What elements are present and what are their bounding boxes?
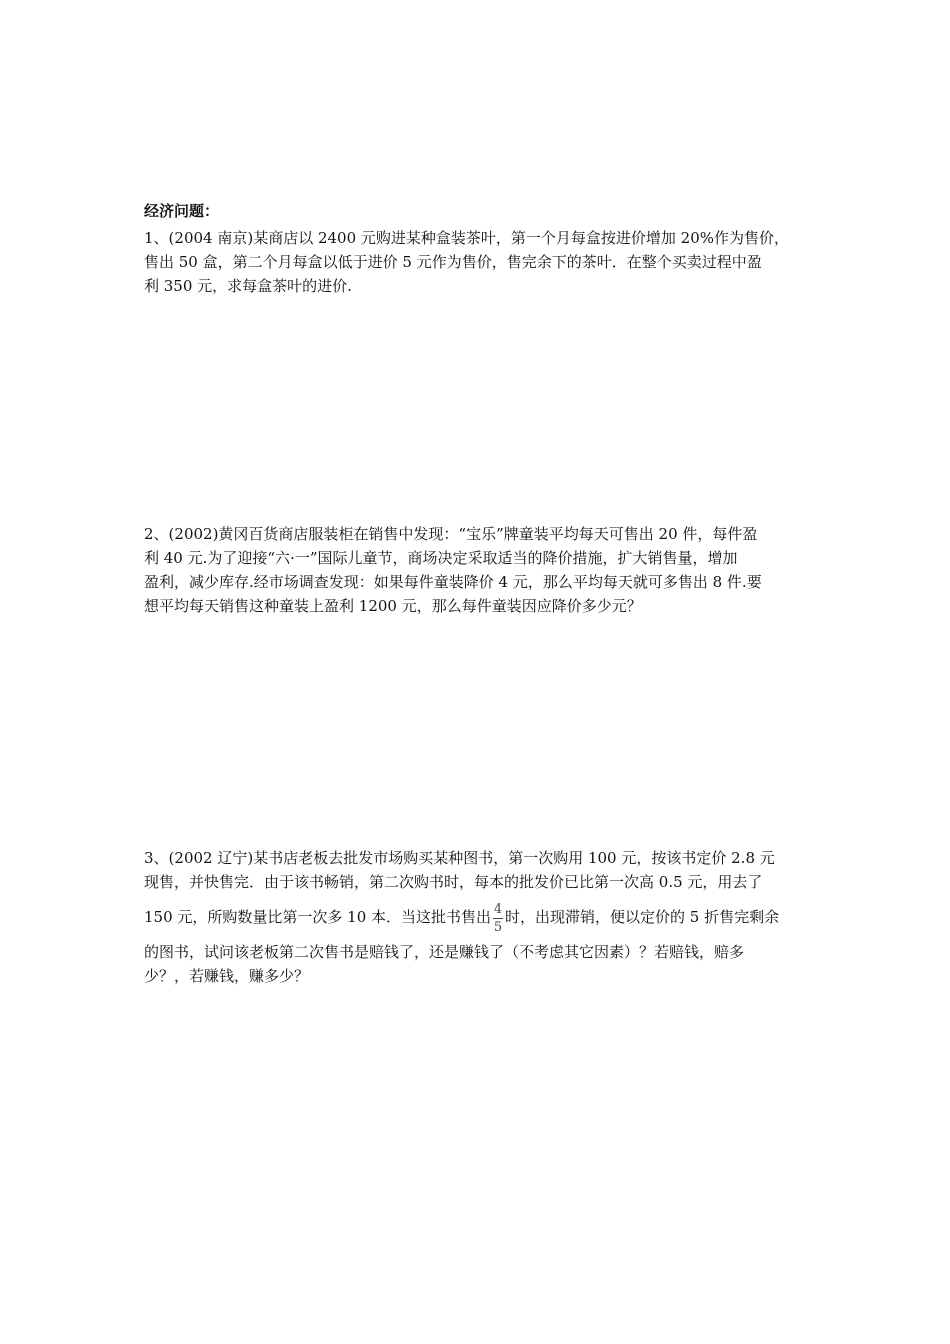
- problem-2-line-1: 2、(2002)黄冈百货商店服装柜在销售中发现：“宝乐”牌童装平均每天可售出 20 件，每件盈: [144, 525, 758, 543]
- problem-1: [144, 226, 809, 298]
- problem-3-line-2: 现售，并快售完．由于该书畅销，第二次购书时，每本的批发价已比第一次高 0.5 元，用去了: [144, 873, 763, 891]
- problem-3: [144, 846, 809, 988]
- fraction-four-fifths: [493, 902, 503, 935]
- problem-3-line-3-before: 150 元，所购数量比第一次多 10 本．当这批书售出: [144, 908, 492, 926]
- problem-2: [144, 522, 809, 618]
- problem-2-line-3: 盈利，减少库存.经市场调查发现：如果每件童装降价 4 元，那么平均每天就可多售出 8 件.要: [144, 573, 762, 591]
- fraction-bar: [493, 918, 503, 919]
- problem-2-line-4: 想平均每天销售这种童装上盈利 1200 元，那么每件童装因应降价多少元？: [144, 597, 642, 615]
- problem-3-line-4: 的图书，试问该老板第二次售书是赔钱了，还是赚钱了（不考虑其它因素）？若赔钱，赔多: [144, 943, 745, 961]
- problem-1-line-2: 售出 50 盒，第二个月每盒以低于进价 5 元作为售价，售完余下的茶叶．在整个买卖过程中盈: [144, 253, 762, 271]
- problem-1-line-3: 利 350 元，求每盒茶叶的进价.: [144, 277, 352, 295]
- fraction-numerator: 4: [493, 901, 503, 917]
- problem-2-line-2: 利 40 元.为了迎接“六·一”国际儿童节，商场决定采取适当的降价措施，扩大销售量，增加: [144, 549, 738, 567]
- problem-3-line-1: 3、(2002 辽宁)某书店老板去批发市场购买某种图书，第一次购用 100 元，按该书定价 2.8 元: [144, 849, 775, 867]
- problem-1-line-1: 1、(2004 南京)某商店以 2400 元购进某种盒装茶叶，第一个月每盒按进价增加 20%作为售价，: [144, 229, 790, 247]
- section-heading: 经济问题：: [144, 202, 220, 220]
- problem-3-line-5: 少？，若赚钱，赚多少？: [144, 967, 310, 985]
- problem-3-line-3-after: 时，出现滞销，便以定价的 5 折售完剩余: [505, 908, 780, 926]
- fraction-denominator: 5: [493, 919, 503, 935]
- problem-3-line-3: [144, 894, 809, 940]
